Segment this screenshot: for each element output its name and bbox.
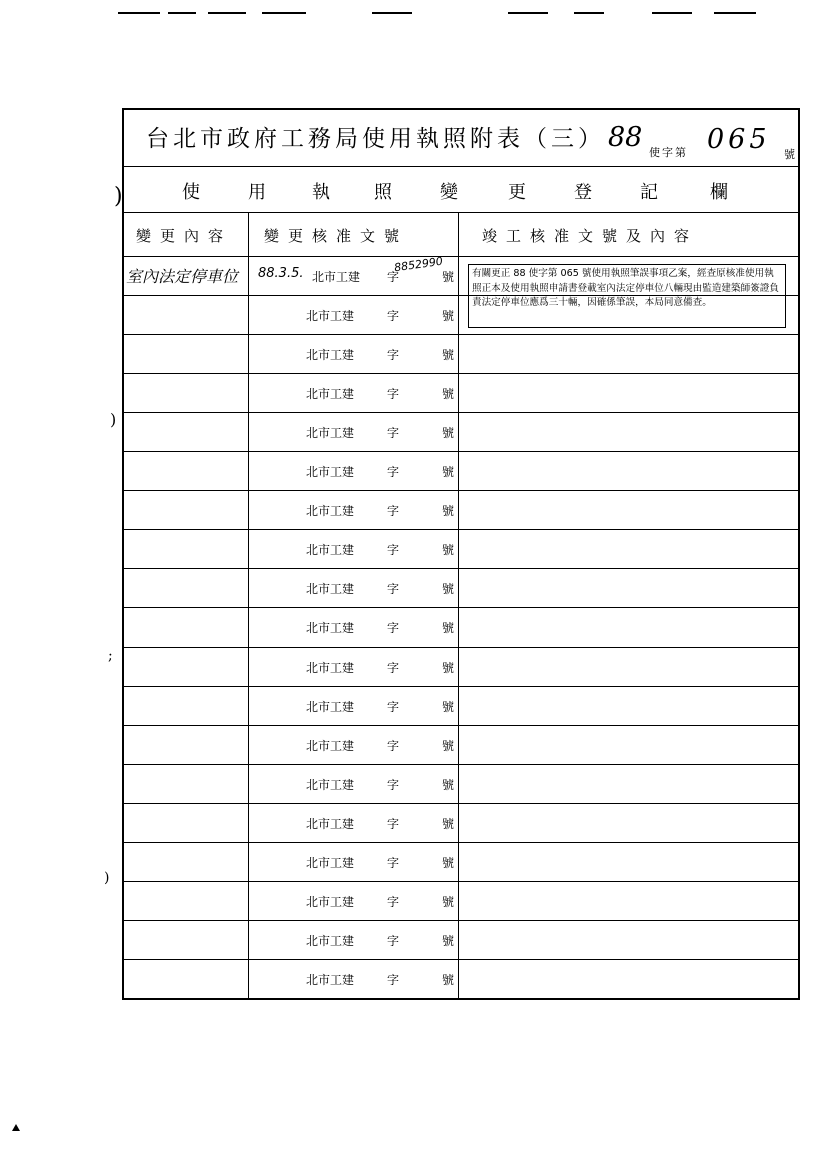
row-hao-label: 號 — [442, 621, 455, 636]
scan-mark — [208, 12, 246, 14]
table-row — [124, 607, 798, 647]
section-char: 照 — [374, 182, 392, 203]
table-row — [124, 490, 798, 530]
section-char: 記 — [640, 182, 658, 203]
margin-mark: ; — [108, 648, 113, 664]
scan-mark — [714, 12, 756, 14]
corner-triangle-mark — [12, 1124, 20, 1131]
margin-mark: ) — [110, 410, 117, 429]
row-hao-label: 號 — [442, 933, 455, 948]
row-hao-label: 號 — [442, 465, 455, 480]
scan-mark — [574, 12, 604, 14]
row-zi-label: 字 — [387, 894, 400, 909]
scan-mark — [168, 12, 196, 14]
margin-mark: ) — [104, 870, 110, 886]
section-char: 執 — [312, 182, 330, 203]
row-hao-label: 號 — [442, 894, 455, 909]
row-hao-label: 號 — [442, 855, 455, 870]
table-row — [124, 725, 798, 765]
row-hao-label: 號 — [442, 543, 455, 558]
row-city-label: 北市工建 — [306, 777, 355, 792]
row-city-label: 北市工建 — [306, 582, 355, 597]
approval-date: 88.3.5. — [258, 266, 304, 281]
section-title — [124, 166, 798, 213]
approval-doc-number: 8852990 — [393, 254, 444, 275]
table-row — [124, 764, 798, 804]
row-zi-label: 字 — [387, 309, 400, 324]
section-char: 變 — [440, 182, 458, 203]
col-header-approval-no: 變更核准文號 — [264, 227, 409, 245]
row-zi-label: 字 — [387, 426, 400, 441]
table-row — [124, 686, 798, 726]
table-row — [124, 803, 798, 843]
row-zi-label: 字 — [387, 504, 400, 519]
row-city-label: 北市工建 — [306, 816, 355, 831]
row-zi-label: 字 — [387, 855, 400, 870]
scan-mark — [372, 12, 412, 14]
row-city-label: 北市工建 — [306, 504, 355, 519]
row-zi-label: 字 — [387, 660, 400, 675]
row-hao-label: 號 — [442, 426, 455, 441]
row-zi-label: 字 — [387, 465, 400, 480]
row-city-label: 北市工建 — [306, 894, 355, 909]
row-city-label: 北市工建 — [306, 738, 355, 753]
form-title: 台北市政府工務局使用執照附表（三） — [146, 126, 605, 152]
row-zi-label: 字 — [387, 972, 400, 987]
row-hao-label: 號 — [442, 309, 455, 324]
row-city-label: 北市工建 — [306, 309, 355, 324]
section-char: 登 — [574, 182, 592, 203]
row-zi-label: 字 — [387, 777, 400, 792]
permit-number: 065 — [707, 124, 771, 155]
section-char: 更 — [508, 182, 526, 203]
title-row — [124, 110, 798, 167]
row-zi-label: 字 — [387, 543, 400, 558]
row-hao-label: 號 — [442, 816, 455, 831]
row-zi-label: 字 — [387, 738, 400, 753]
row-hao-label: 號 — [442, 270, 455, 284]
row-city-label: 北市工建 — [306, 972, 355, 987]
table-row — [124, 842, 798, 882]
col-header-change-content: 變更內容 — [136, 227, 233, 245]
permit-attachment-form — [122, 108, 800, 1000]
row-city-label: 北市工建 — [306, 855, 355, 870]
table-row — [124, 647, 798, 687]
table-row — [124, 881, 798, 921]
row-city-label: 北市工建 — [306, 465, 355, 480]
section-char: 使 — [182, 182, 200, 203]
table-row — [124, 373, 798, 413]
completion-content-box: 有關更正 88 使字第 065 號使用執照筆誤事項乙案，經查原核准使用執照正本及使用執照申請書登載室內法定停車位八輛現由監造建築師簽證負責法定停車位應爲三十輛，因確係筆誤，本局同意備查。 — [468, 264, 786, 328]
row-zi-label: 字 — [387, 348, 400, 363]
row-zi-label: 字 — [387, 933, 400, 948]
row-zi-label: 字 — [387, 582, 400, 597]
row-city-label: 北市工建 — [306, 426, 355, 441]
row-hao-label: 號 — [442, 738, 455, 753]
table-row — [124, 334, 798, 374]
table-row — [124, 920, 798, 960]
row-city-label: 北市工建 — [306, 699, 355, 714]
row-zi-label: 字 — [387, 816, 400, 831]
permit-year: 88 — [608, 122, 643, 153]
permit-label: 使字第 — [649, 146, 688, 159]
row-zi-label: 字 — [387, 699, 400, 714]
row-city-label: 北市工建 — [306, 543, 355, 558]
section-char: 用 — [248, 182, 266, 203]
scan-mark — [508, 12, 548, 14]
section-char: 欄 — [710, 182, 728, 203]
row-hao-label: 號 — [442, 504, 455, 519]
row-city-label: 北市工建 — [306, 348, 355, 363]
row-zi-label: 字 — [387, 387, 400, 402]
table-row — [124, 412, 798, 452]
scan-mark — [118, 12, 160, 14]
table-row — [124, 568, 798, 608]
row-hao-label: 號 — [442, 582, 455, 597]
row-city-label: 北市工建 — [306, 933, 355, 948]
margin-mark: ) — [114, 184, 123, 209]
scan-mark — [652, 12, 692, 14]
column-headers — [124, 212, 798, 257]
row-city-label: 北市工建 — [312, 270, 361, 284]
table-row — [124, 529, 798, 569]
row-zi-label: 字 — [387, 621, 400, 636]
row-zi-label: 字 — [387, 270, 400, 284]
row-hao-label: 號 — [442, 387, 455, 402]
scan-mark — [262, 12, 306, 14]
row-hao-label: 號 — [442, 972, 455, 987]
row-hao-label: 號 — [442, 348, 455, 363]
change-content-cell: 室內法定停車位 — [126, 267, 239, 286]
row-hao-label: 號 — [442, 660, 455, 675]
row-city-label: 北市工建 — [306, 387, 355, 402]
permit-suffix: 號 — [784, 148, 795, 161]
row-hao-label: 號 — [442, 699, 455, 714]
table-row — [124, 959, 798, 998]
col-header-completion: 竣工核准文號及內容 — [482, 227, 699, 245]
row-city-label: 北市工建 — [306, 621, 355, 636]
row-city-label: 北市工建 — [306, 660, 355, 675]
table-row — [124, 451, 798, 491]
row-hao-label: 號 — [442, 777, 455, 792]
